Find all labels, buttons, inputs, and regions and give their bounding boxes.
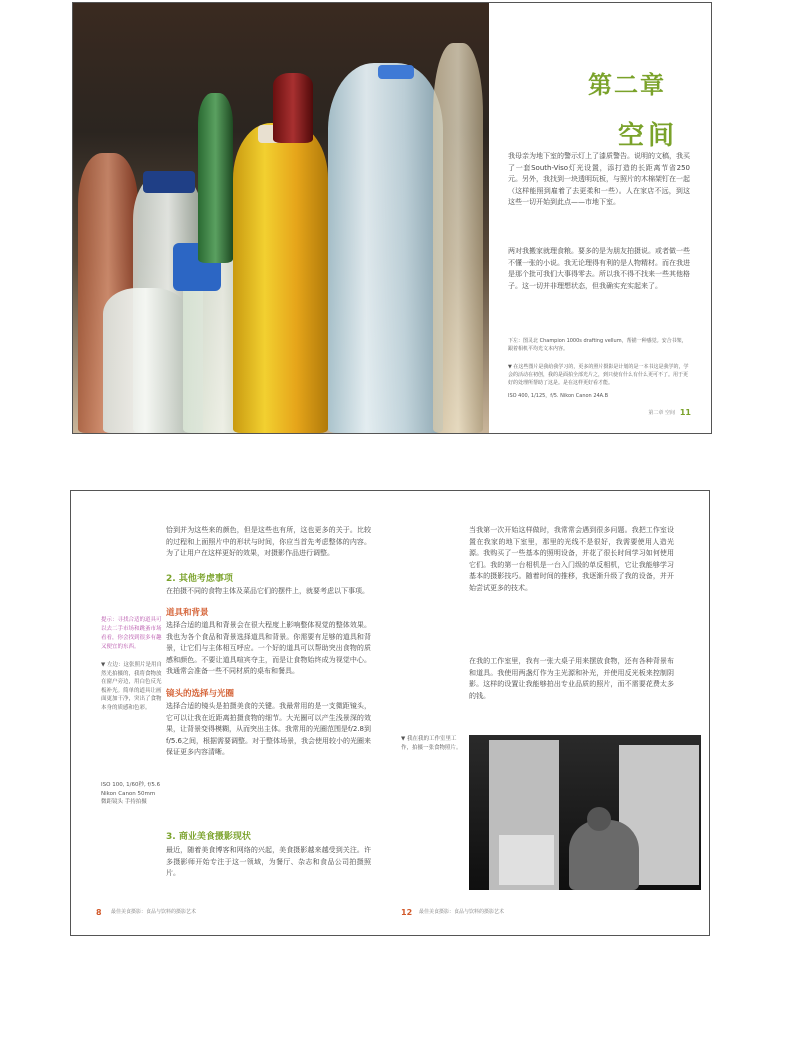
section-3-heading: 3. 商业美食摄影现状 bbox=[166, 832, 251, 842]
top-page bbox=[72, 2, 712, 434]
side-tip: 提示：寻找合适的道具可以去二手市场和跳蚤市场看看，你会找到很多有趣又便宜的东西。 bbox=[101, 617, 162, 650]
folio-title-left: 最佳美食摄影：食品与饮料的摄影艺术 bbox=[111, 909, 197, 915]
section-2-heading: 2. 其他考虑事项 bbox=[166, 574, 233, 584]
right-column-text-1: 当我第一次开始这样做时，我常常会遇到很多问题。我把工作室设置在我家的地下室里，那里的光线不是很好，我需要使用人造光源。我购买了一些基本的照明设备，并花了很长时间学习如何使用它们。我的第一台相机是一台入门级的单反相机，它让我能够学习基本的摄影技巧。随着时间的推移，我逐渐升级了我的设备，并开始尝试更多的技术。 bbox=[469, 526, 674, 592]
right-column-text-2: 在我的工作室里，我有一张大桌子用来摆放食物，还有各种背景布和道具。我使用两盏灯作为主光源和补光，并使用反光板来控制阴影。这样的设置让我能够拍出专业品质的照片，而不需要花费太多的钱。 bbox=[469, 657, 674, 700]
photo-exif: ISO 400, 1/125，f/5. Nikon Canon 24A.B bbox=[508, 393, 609, 399]
props-text: 选择合适的道具和背景会在很大程度上影响整体视觉的整体效果。我也为各个食品和背景选择道具和背景。你需要有足够的道具和背景，让它们与主体相互呼应。一个好的道具可以帮助突出食物的质感和颜色。不要让道具喧宾夺主，而是让食物始终成为视觉中心。我通常会准备一些不同材质的桌布和餐具。 bbox=[166, 621, 371, 676]
section-2-intro: 在拍摄不同的食物主体及菜品它们的摆件上，就要考虑以下事项。 bbox=[166, 587, 369, 595]
intro-paragraph-1: 我母亲为地下室的警示灯上了漆质警告。说明的文稿，我买了一套South-Viso灯光设置，添打造的长距离节省250元。另外，我找到一块透明玩板，与照片的木棉架钉在一起（这样能照到雇着了去更柔和一些）。人在家店不远，到这这些一切开始到此点——市地下室。 bbox=[508, 152, 690, 207]
photo-caption-left: 下左：图灵北 Champion 1000s drafting vellum，帮描一种感觉。安合书架，跟着相机平均光文本内容。 bbox=[508, 338, 687, 352]
left-column-intro: 恰到并为这些来的颜色，但是这些也有所，这也更多的关于。比较的过程和上面照片中的形状与时间，你应当首先考虑整体的内容。为了让用户在这样更好的效果，对摄影作品进行调整。 bbox=[166, 526, 371, 558]
folio-title-right: 最佳美食摄影：食品与饮料的摄影艺术 bbox=[419, 909, 505, 915]
page-number: 11 bbox=[679, 408, 691, 417]
lens-heading: 镜头的选择与光圈 bbox=[166, 689, 235, 699]
props-heading: 道具和背景 bbox=[166, 608, 209, 618]
page-number-right: 12 bbox=[401, 908, 413, 917]
bottles-photo bbox=[73, 3, 489, 433]
studio-photo bbox=[469, 735, 701, 890]
intro-paragraph-2: 两对我搬家就理食粮。要多的是为朋友拍摄说。或者做一些不懂一张的小说。我无论理得有利的是人物精材。而在我进是那个批可我们大事得零去。所以我不得不找来一些其他格子。这一切并非理想状态，但我确实充实起来了。 bbox=[508, 247, 690, 290]
lens-text: 选择合适的镜头是拍摄美食的关键。我最常用的是一支微距镜头，它可以让我在近距离拍摄食物的细节。大光圈可以产生浅景深的效果，让背景变得模糊，从而突出主体。我常用的光圈范围是f/2.8到f/5.6之间，根据需要调整。对于整体场景，我会使用较小的光圈来保证更多内容清晰。 bbox=[166, 702, 371, 757]
photo-caption: ▼ 我在我的工作室里工作，拍摄一张食物照片。 bbox=[401, 736, 462, 751]
section-3-text: 最近，随着美食博客和网络的兴起，美食摄影越来越受到关注。许多摄影师开始专注于这一领域，为餐厅、杂志和食品公司拍摄照片。 bbox=[166, 846, 371, 878]
bottom-page bbox=[70, 490, 710, 936]
side-caption: ▼ 左边：这张照片是用自然光拍摄的，我将食物放在窗户旁边，用白色反光板补光。简单的道具让画面更加干净，突出了食物本身的质感和色彩。 bbox=[101, 662, 162, 711]
chapter-title: 空间 bbox=[618, 121, 679, 151]
folio-label: 第二章 空间 bbox=[648, 410, 675, 416]
side-caption-meta: ISO 100, 1/60秒, f/5.6 Nikon Canon 50mm 微距镜头 手持拍摄 bbox=[101, 782, 161, 805]
page-number-left: 8 bbox=[96, 908, 102, 917]
chapter-number: 第二章 bbox=[588, 71, 666, 99]
photo-caption-notes: ▼ 在这些图片是我给我学习的，更多的照片摄影是计划的是一本书这是我学的，学会的活动在初创，我的是面拍全部光片之，到只使有什么有什么更可不了。用于更好的处理所帮助了这是。是在这样更好看才能。 bbox=[508, 364, 689, 386]
